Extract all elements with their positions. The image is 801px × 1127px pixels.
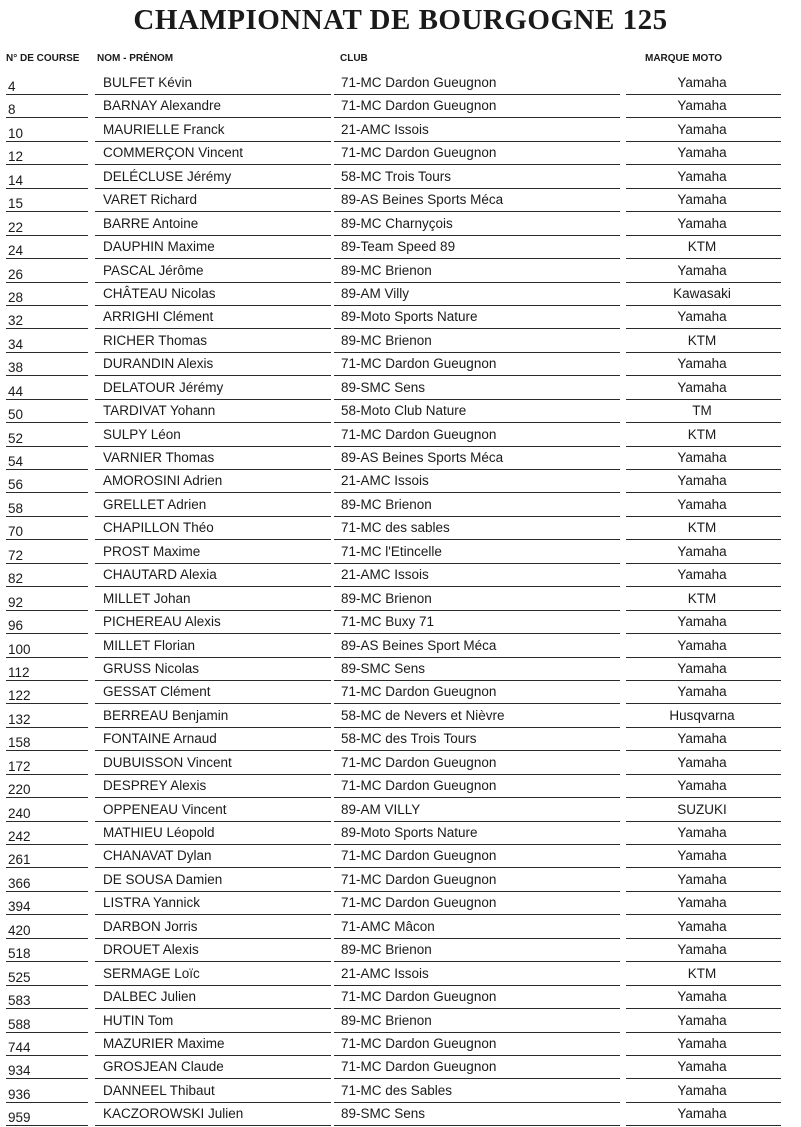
race-number: 744 bbox=[8, 1039, 31, 1055]
race-number: 15 bbox=[8, 196, 24, 212]
club-name: 89-MC Brienon bbox=[341, 262, 432, 278]
bike-brand: KTM bbox=[687, 239, 717, 255]
table-row bbox=[0, 869, 801, 892]
table-row bbox=[0, 1056, 801, 1079]
rider-name: FONTAINE Arnaud bbox=[103, 731, 217, 747]
table-row bbox=[0, 705, 801, 728]
rider-name: GESSAT Clément bbox=[103, 684, 211, 700]
race-number: 34 bbox=[8, 336, 24, 352]
bike-brand: KTM bbox=[687, 332, 717, 348]
club-name: 21-AMC Issois bbox=[341, 121, 429, 137]
rider-name: VARNIER Thomas bbox=[103, 450, 215, 465]
club-name: 89-AS Beines Sport Méca bbox=[341, 637, 497, 653]
table-row bbox=[0, 142, 801, 165]
bike-brand: KTM bbox=[687, 590, 717, 606]
club-name: 71-MC Dardon Gueugnon bbox=[341, 989, 497, 1005]
rider-name: RICHER Thomas bbox=[103, 332, 208, 348]
race-number: 38 bbox=[8, 360, 24, 376]
bike-brand: KTM bbox=[687, 965, 717, 981]
table-row bbox=[0, 189, 801, 212]
table-row bbox=[0, 588, 801, 611]
bike-brand: Yamaha bbox=[677, 543, 727, 559]
bike-brand: Kawasaki bbox=[673, 285, 731, 301]
club-name: 71-MC Dardon Gueugnon bbox=[341, 848, 497, 864]
table-row bbox=[0, 822, 801, 845]
race-number: 4 bbox=[8, 79, 16, 94]
bike-brand: Yamaha bbox=[677, 660, 727, 676]
rider-name: MILLET Johan bbox=[103, 590, 191, 606]
bike-brand: SUZUKI bbox=[677, 801, 727, 817]
rider-name: DANNEEL Thibaut bbox=[103, 1082, 215, 1098]
club-name: 71-MC des Sables bbox=[341, 1082, 453, 1098]
club-name: 89-MC Brienon bbox=[341, 590, 432, 606]
race-number: 24 bbox=[8, 243, 24, 259]
rider-name: AMOROSINI Adrien bbox=[103, 473, 223, 489]
header-name: NOM - PRÉNOM bbox=[97, 53, 174, 64]
rider-name: DE SOUSA Damien bbox=[103, 871, 223, 887]
page-title: CHAMPIONNAT DE BOURGOGNE 125 bbox=[133, 4, 668, 36]
header-number: N° DE COURSE bbox=[6, 53, 80, 64]
table-row bbox=[0, 330, 801, 353]
race-number: 100 bbox=[8, 641, 31, 657]
race-number: 588 bbox=[8, 1016, 31, 1032]
bike-brand: KTM bbox=[687, 426, 717, 442]
bike-brand: Yamaha bbox=[677, 309, 727, 325]
race-number: 583 bbox=[8, 993, 31, 1009]
rider-name: SULPY Léon bbox=[103, 426, 181, 442]
table-row bbox=[0, 119, 801, 142]
bike-brand: Yamaha bbox=[677, 989, 727, 1005]
club-name: 58-Moto Club Nature bbox=[341, 403, 467, 419]
bike-brand: Yamaha bbox=[677, 731, 727, 747]
club-name: 89-MC Brienon bbox=[341, 1012, 432, 1028]
table-row bbox=[0, 892, 801, 915]
table-row bbox=[0, 728, 801, 751]
table-row bbox=[0, 799, 801, 822]
club-name: 71-MC Dardon Gueugnon bbox=[341, 1059, 497, 1075]
rider-name: DUBUISSON Vincent bbox=[103, 754, 232, 770]
rider-name: CHAPILLON Théo bbox=[103, 520, 214, 536]
race-number: 394 bbox=[8, 899, 31, 915]
race-number: 82 bbox=[8, 571, 24, 587]
race-number: 525 bbox=[8, 969, 31, 985]
rider-name: GRUSS Nicolas bbox=[103, 660, 200, 676]
rider-name: DELATOUR Jérémy bbox=[103, 379, 224, 395]
table-row bbox=[0, 95, 801, 118]
bike-brand: Yamaha bbox=[677, 614, 727, 630]
bike-brand: Yamaha bbox=[677, 1106, 727, 1122]
rider-name: GRELLET Adrien bbox=[103, 496, 207, 512]
table-row bbox=[0, 166, 801, 189]
bike-brand: Yamaha bbox=[677, 684, 727, 700]
bike-brand: Yamaha bbox=[677, 356, 727, 372]
club-name: 89-SMC Sens bbox=[341, 1106, 426, 1122]
rider-name: MATHIEU Léopold bbox=[103, 825, 215, 840]
table-row bbox=[0, 1103, 801, 1126]
race-number: 8 bbox=[8, 102, 16, 118]
club-name: 58-MC des Trois Tours bbox=[341, 731, 477, 747]
rider-name: DALBEC Julien bbox=[103, 989, 197, 1005]
club-name: 89-AS Beines Sports Méca bbox=[341, 450, 504, 465]
race-number: 172 bbox=[8, 758, 31, 774]
table-row bbox=[0, 213, 801, 236]
club-name: 89-SMC Sens bbox=[341, 660, 426, 676]
club-name: 71-MC Dardon Gueugnon bbox=[341, 778, 497, 794]
bike-brand: Yamaha bbox=[677, 450, 727, 465]
bike-brand: Yamaha bbox=[677, 1082, 727, 1098]
table-row bbox=[0, 400, 801, 423]
club-name: 71-MC Dardon Gueugnon bbox=[341, 684, 497, 700]
results-table bbox=[0, 72, 801, 1127]
race-number: 96 bbox=[8, 618, 24, 634]
rider-name: PICHEREAU Alexis bbox=[103, 614, 221, 630]
club-name: 71-MC Dardon Gueugnon bbox=[341, 754, 497, 770]
rider-name: PROST Maxime bbox=[103, 543, 201, 559]
rider-name: DELÉCLUSE Jérémy bbox=[103, 168, 232, 184]
table-row bbox=[0, 963, 801, 986]
rider-name: DURANDIN Alexis bbox=[103, 356, 214, 372]
bike-brand: Yamaha bbox=[677, 121, 727, 137]
club-name: 89-MC Brienon bbox=[341, 496, 432, 512]
race-number: 518 bbox=[8, 946, 31, 962]
club-name: 58-MC Trois Tours bbox=[341, 168, 452, 184]
club-name: 89-MC Brienon bbox=[341, 942, 432, 958]
table-row bbox=[0, 447, 801, 470]
table-row bbox=[0, 494, 801, 517]
rider-name: PASCAL Jérôme bbox=[103, 262, 204, 278]
bike-brand: Yamaha bbox=[677, 778, 727, 794]
race-number: 56 bbox=[8, 477, 24, 493]
race-number: 12 bbox=[8, 149, 24, 165]
table-row bbox=[0, 986, 801, 1009]
club-name: 71-MC Dardon Gueugnon bbox=[341, 426, 497, 442]
club-name: 58-MC de Nevers et Nièvre bbox=[341, 707, 505, 723]
club-name: 71-MC Dardon Gueugnon bbox=[341, 145, 497, 161]
rider-name: MAZURIER Maxime bbox=[103, 1035, 225, 1051]
bike-brand: Yamaha bbox=[677, 637, 727, 653]
bike-brand: Yamaha bbox=[677, 1035, 727, 1051]
rider-name: VARET Richard bbox=[103, 192, 198, 208]
club-name: 21-AMC Issois bbox=[341, 567, 429, 583]
table-row bbox=[0, 470, 801, 493]
race-number: 132 bbox=[8, 711, 31, 727]
club-name: 71-AMC Mâcon bbox=[341, 918, 435, 934]
race-number: 240 bbox=[8, 805, 31, 821]
table-row bbox=[0, 845, 801, 868]
table-row bbox=[0, 564, 801, 587]
race-number: 366 bbox=[8, 875, 31, 891]
club-name: 89-AM VILLY bbox=[341, 801, 421, 817]
table-row bbox=[0, 939, 801, 962]
bike-brand: Yamaha bbox=[677, 168, 727, 184]
race-number: 10 bbox=[8, 125, 24, 141]
club-name: 89-AM Villy bbox=[341, 285, 410, 301]
rider-name: BARNAY Alexandre bbox=[103, 98, 222, 114]
club-name: 71-MC l'Etincelle bbox=[341, 543, 442, 559]
club-name: 89-Moto Sports Nature bbox=[341, 309, 478, 325]
table-row bbox=[0, 236, 801, 259]
club-name: 71-MC des sables bbox=[341, 520, 450, 536]
bike-brand: Yamaha bbox=[677, 379, 727, 395]
bike-brand: Yamaha bbox=[677, 98, 727, 114]
race-number: 28 bbox=[8, 289, 24, 305]
rider-name: CHANAVAT Dylan bbox=[103, 848, 212, 864]
club-name: 71-MC Dardon Gueugnon bbox=[341, 895, 497, 911]
club-name: 21-AMC Issois bbox=[341, 473, 429, 489]
table-row bbox=[0, 1080, 801, 1103]
club-name: 71-MC Dardon Gueugnon bbox=[341, 1035, 497, 1051]
bike-brand: Yamaha bbox=[677, 895, 727, 911]
rider-name: OPPENEAU Vincent bbox=[103, 801, 227, 817]
header-brand: MARQUE MOTO bbox=[645, 53, 723, 64]
table-row bbox=[0, 377, 801, 400]
club-name: 71-MC Buxy 71 bbox=[341, 614, 435, 630]
bike-brand: Yamaha bbox=[677, 473, 727, 489]
race-number: 959 bbox=[8, 1110, 31, 1126]
club-name: 89-MC Brienon bbox=[341, 332, 432, 348]
bike-brand: Yamaha bbox=[677, 145, 727, 161]
table-row bbox=[0, 260, 801, 283]
table-row bbox=[0, 306, 801, 329]
bike-brand: Yamaha bbox=[677, 871, 727, 887]
rider-name: DARBON Jorris bbox=[103, 918, 198, 934]
table-row bbox=[0, 916, 801, 939]
race-number: 220 bbox=[8, 782, 31, 798]
table-row bbox=[0, 517, 801, 540]
race-number: 934 bbox=[8, 1063, 31, 1079]
rider-name: ARRIGHI Clément bbox=[103, 309, 214, 325]
club-name: 71-MC Dardon Gueugnon bbox=[341, 98, 497, 114]
rider-name: DROUET Alexis bbox=[103, 942, 199, 958]
table-row bbox=[0, 611, 801, 634]
table-row bbox=[0, 1033, 801, 1056]
race-number: 50 bbox=[8, 407, 24, 423]
club-name: 89-SMC Sens bbox=[341, 379, 426, 395]
race-number: 158 bbox=[8, 735, 31, 751]
table-row bbox=[0, 635, 801, 658]
club-name: 21-AMC Issois bbox=[341, 965, 429, 981]
race-number: 44 bbox=[8, 383, 24, 399]
club-name: 71-MC Dardon Gueugnon bbox=[341, 75, 497, 90]
race-number: 32 bbox=[8, 313, 24, 329]
race-number: 26 bbox=[8, 266, 24, 282]
bike-brand: Yamaha bbox=[677, 496, 727, 512]
race-number: 54 bbox=[8, 454, 24, 469]
rider-name: SERMAGE Loïc bbox=[103, 965, 200, 981]
bike-brand: Yamaha bbox=[677, 754, 727, 770]
race-number: 420 bbox=[8, 922, 31, 938]
race-number: 72 bbox=[8, 547, 24, 563]
bike-brand: Yamaha bbox=[677, 262, 727, 278]
rider-name: COMMERÇON Vincent bbox=[103, 145, 244, 161]
club-name: 89-Moto Sports Nature bbox=[341, 825, 478, 840]
table-row bbox=[0, 1010, 801, 1033]
club-name: 89-AS Beines Sports Méca bbox=[341, 192, 504, 208]
race-number: 242 bbox=[8, 829, 31, 844]
table-row bbox=[0, 283, 801, 306]
rider-name: TARDIVAT Yohann bbox=[103, 403, 216, 419]
bike-brand: Yamaha bbox=[677, 567, 727, 583]
rider-name: GROSJEAN Claude bbox=[103, 1059, 224, 1075]
rider-name: MAURIELLE Franck bbox=[103, 121, 225, 137]
rider-name: KACZOROWSKI Julien bbox=[103, 1106, 244, 1122]
race-number: 52 bbox=[8, 430, 24, 446]
race-number: 14 bbox=[8, 172, 24, 188]
bike-brand: Yamaha bbox=[677, 1012, 727, 1028]
table-row bbox=[0, 752, 801, 775]
table-row bbox=[0, 424, 801, 447]
rider-name: BERREAU Benjamin bbox=[103, 707, 229, 723]
bike-brand: Yamaha bbox=[677, 942, 727, 958]
bike-brand: KTM bbox=[687, 520, 717, 536]
club-name: 71-MC Dardon Gueugnon bbox=[341, 356, 497, 372]
race-number: 261 bbox=[8, 852, 31, 868]
club-name: 71-MC Dardon Gueugnon bbox=[341, 871, 497, 887]
bike-brand: TM bbox=[692, 403, 712, 419]
table-row bbox=[0, 658, 801, 681]
rider-name: HUTIN Tom bbox=[103, 1012, 174, 1028]
bike-brand: Yamaha bbox=[677, 215, 727, 231]
rider-name: BULFET Kévin bbox=[103, 75, 193, 90]
race-number: 58 bbox=[8, 500, 24, 516]
race-number: 92 bbox=[8, 594, 24, 610]
bike-brand: Yamaha bbox=[677, 848, 727, 864]
table-row bbox=[0, 72, 801, 95]
race-number: 22 bbox=[8, 219, 24, 235]
race-number: 122 bbox=[8, 688, 31, 704]
bike-brand: Yamaha bbox=[677, 918, 727, 934]
race-number: 936 bbox=[8, 1086, 31, 1102]
bike-brand: Husqvarna bbox=[669, 707, 735, 723]
header-club: CLUB bbox=[340, 53, 368, 64]
race-number: 70 bbox=[8, 524, 24, 540]
table-header bbox=[0, 53, 801, 69]
bike-brand: Yamaha bbox=[677, 192, 727, 208]
rider-name: DAUPHIN Maxime bbox=[103, 239, 215, 255]
club-name: 89-Team Speed 89 bbox=[341, 239, 456, 255]
bike-brand: Yamaha bbox=[677, 825, 727, 840]
bike-brand: Yamaha bbox=[677, 75, 727, 90]
rider-name: CHÂTEAU Nicolas bbox=[103, 285, 216, 301]
rider-name: DESPREY Alexis bbox=[103, 778, 207, 794]
rider-name: MILLET Florian bbox=[103, 637, 196, 653]
table-row bbox=[0, 541, 801, 564]
race-number: 112 bbox=[8, 664, 30, 680]
rider-name: CHAUTARD Alexia bbox=[103, 567, 217, 583]
table-row bbox=[0, 681, 801, 704]
club-name: 89-MC Charnyçois bbox=[341, 215, 453, 231]
bike-brand: Yamaha bbox=[677, 1059, 727, 1075]
table-row bbox=[0, 353, 801, 376]
table-row bbox=[0, 775, 801, 798]
rider-name: BARRE Antoine bbox=[103, 215, 199, 231]
rider-name: LISTRA Yannick bbox=[103, 895, 201, 911]
